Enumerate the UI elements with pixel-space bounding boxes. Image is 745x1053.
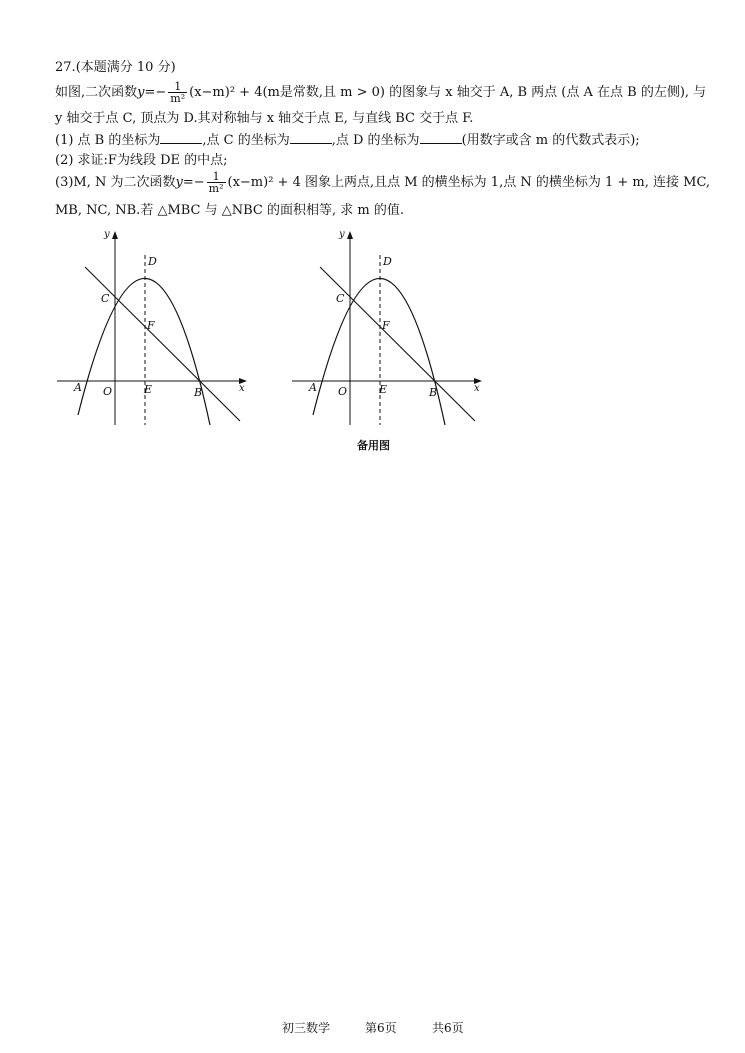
answer-blank-d[interactable] — [420, 131, 462, 144]
label-d: D — [383, 255, 392, 268]
intro-line-2: y 轴交于点 C, 顶点为 D.其对称轴与 x 轴交于点 E, 与直线 BC 交于点 F. — [55, 111, 474, 126]
label-e: E — [379, 383, 388, 396]
label-y: y — [104, 229, 110, 240]
parabola-curve — [313, 278, 445, 425]
footer-subject: 初三数学 — [282, 1021, 331, 1035]
label-c: C — [101, 292, 110, 305]
label-y: y — [339, 229, 345, 240]
label-f: F — [382, 319, 390, 332]
label-e: E — [144, 383, 153, 396]
footer-total-pages: 共6页 — [432, 1021, 464, 1035]
intro-line-1: 如图,二次函数y=− $\frac{1}{\text{m²}}$ (x−m)² + 4(m是常数,且 m > 0) 的图象与 x 轴交于 A, B 两点 (点 A 在点 B 的左侧), 与 — [55, 80, 707, 105]
label-a: A — [74, 381, 82, 394]
y-axis-arrow — [347, 231, 353, 239]
label-x: x — [239, 383, 245, 394]
label-x: x — [474, 383, 480, 394]
footer-page-number: 第6页 — [365, 1021, 397, 1035]
label-o: O — [103, 385, 113, 398]
label-f: F — [147, 319, 155, 332]
score-note: (本题满分 10 分) — [75, 60, 176, 75]
fraction: $\frac{1}{\text{m²}}$ — [208, 170, 224, 195]
parabola-curve — [78, 278, 210, 425]
label-d: D — [148, 255, 157, 268]
question-1: (1) 点 B 的坐标为 ,点 C 的坐标为 ,点 D 的坐标为 (用数字或含 m 的代数式表示); — [55, 133, 640, 148]
main-figure — [55, 225, 260, 430]
problem-header — [55, 59, 176, 77]
label-a: A — [309, 381, 317, 394]
question-3-line-2: MB, NC, NB.若 △MBC 与 △NBC 的面积相等, 求 m 的值. — [55, 203, 404, 218]
question-3-line-1: (3)M, N 为二次函数y=− $\frac{1}{\text{m²}}$ (x−m)² + 4 图象上两点,且点 M 的横坐标为 1,点 N 的横坐标为 1 + m, 连接 MC, — [55, 170, 711, 195]
label-o: O — [338, 385, 348, 398]
y-axis-arrow — [112, 231, 118, 239]
problem-number: 27. — [55, 60, 76, 75]
question-2: (2) 求证:F为线段 DE 的中点; — [55, 153, 228, 168]
fraction: $\frac{1}{\text{m²}}$ — [170, 80, 186, 105]
label-c: C — [336, 292, 345, 305]
answer-blank-b[interactable] — [160, 131, 202, 144]
answer-blank-c[interactable] — [290, 131, 332, 144]
label-b: B — [194, 386, 203, 399]
label-b: B — [429, 386, 438, 399]
backup-figure-caption: 备用图 — [357, 439, 390, 452]
backup-figure — [290, 225, 495, 430]
